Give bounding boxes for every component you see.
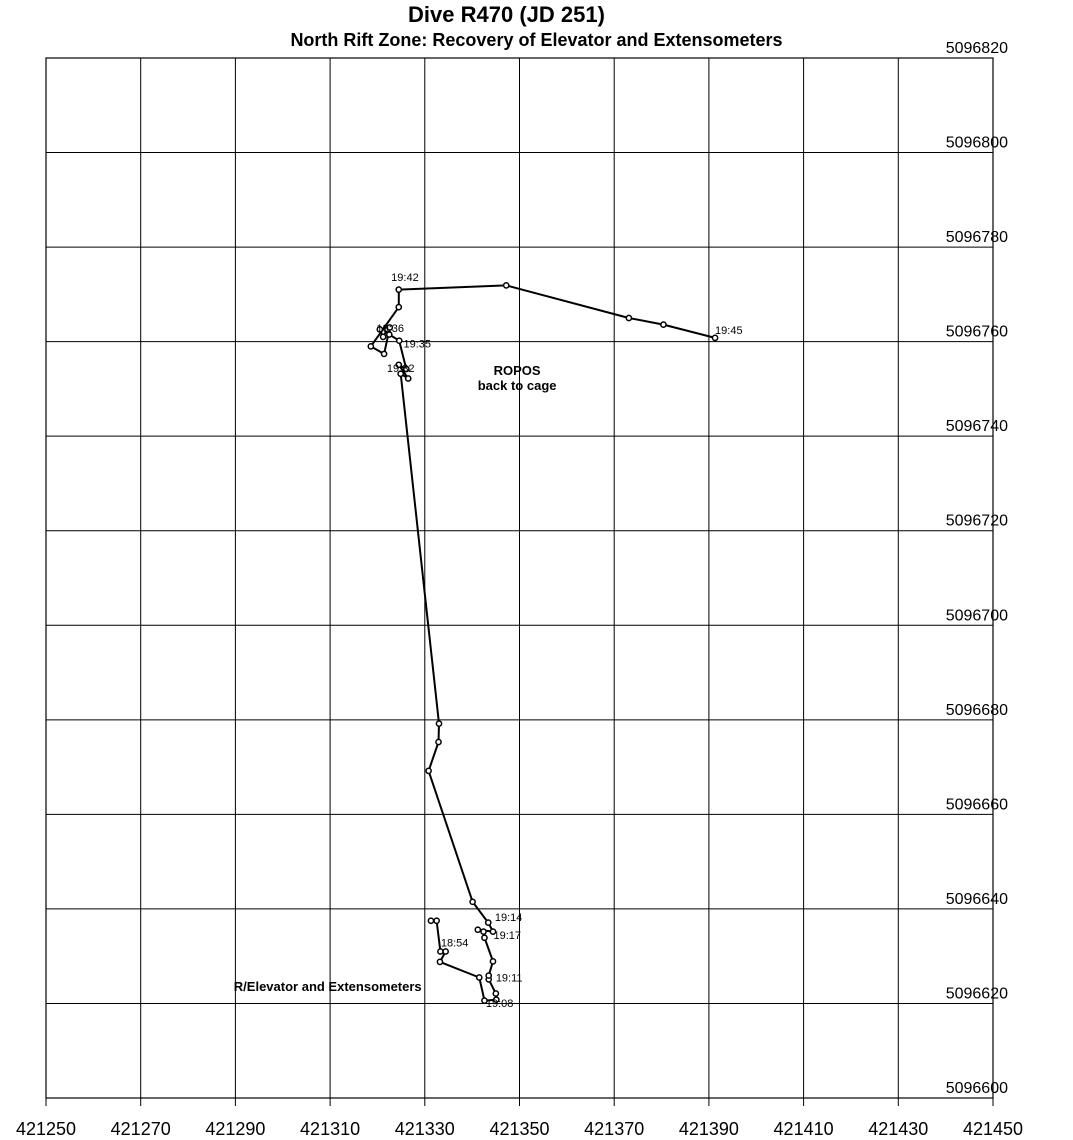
y-tick-label: 5096800 [945,134,1008,152]
time-label-layer [377,272,743,1010]
track-point [426,768,431,773]
track-point [396,287,401,292]
y-tick-label: 5096740 [945,418,1008,436]
time-label: 19:45 [715,325,743,338]
track-point [396,305,401,310]
time-label: 19:17 [493,930,521,943]
x-tick-label: 421370 [584,1119,645,1139]
time-label: 19:42 [391,272,419,285]
track-point [477,975,482,980]
y-tick-label: 5096700 [945,607,1008,625]
y-tick-label: 5096680 [945,701,1008,719]
y-axis [946,40,1008,1097]
track-point [493,991,498,996]
x-tick-label: 421430 [868,1119,929,1139]
y-tick-label: 5096640 [945,890,1008,908]
time-label: 19:35 [403,338,432,351]
track-point [482,935,487,940]
track-point [406,376,411,381]
track-point [490,959,495,964]
grid [46,58,993,1106]
time-label: 18:54 [440,937,469,950]
x-tick-label: 421290 [205,1119,266,1139]
track-point [481,929,486,934]
track-point [504,283,509,288]
time-label: 19:11 [495,972,523,985]
y-tick-label: 5096760 [945,323,1008,341]
y-tick-label: 5096780 [945,229,1008,247]
track-point [470,899,475,904]
annotation-layer [234,363,557,994]
chart-title: Dive R470 (JD 251) [408,2,605,27]
x-tick-label: 421250 [15,1119,77,1139]
track-point [368,344,373,349]
track-point [436,721,441,726]
track-point [486,973,491,978]
track-point [428,918,433,923]
x-tick-label: 421270 [110,1119,171,1139]
annotation-label: ROPOS [493,363,541,379]
track-point [475,927,480,932]
track-point [436,739,441,744]
y-tick-label: 5096600 [945,1080,1008,1097]
time-label: 19:08 [485,998,514,1011]
y-tick-label: 5096820 [945,40,1008,57]
track-point [661,322,666,327]
annotation-label: back to cage [477,378,557,394]
chart-subtitle: North Rift Zone: Recovery of Elevator and Extensometers [290,30,783,50]
time-label: 19:36 [376,323,405,336]
x-tick-label: 421330 [394,1119,455,1139]
y-tick-label: 5096620 [945,985,1008,1003]
track-point [434,918,439,923]
x-tick-label: 421390 [678,1119,739,1139]
x-tick-label: 421310 [300,1119,361,1139]
y-tick-label: 5096720 [945,512,1008,530]
annotation-label: R/Elevator and Extensometers [233,979,422,995]
track-point [626,315,631,320]
x-axis [16,1119,1023,1139]
x-tick-label: 421410 [773,1119,834,1139]
track-point [437,959,442,964]
x-tick-label: 421350 [489,1119,550,1139]
track-point [486,920,491,925]
track-point [381,351,386,356]
x-tick-label: 421450 [962,1119,1024,1139]
track-point [397,338,402,343]
y-tick-label: 5096660 [945,796,1008,814]
time-label: 19:32 [386,362,415,375]
time-label: 19:14 [494,912,523,925]
